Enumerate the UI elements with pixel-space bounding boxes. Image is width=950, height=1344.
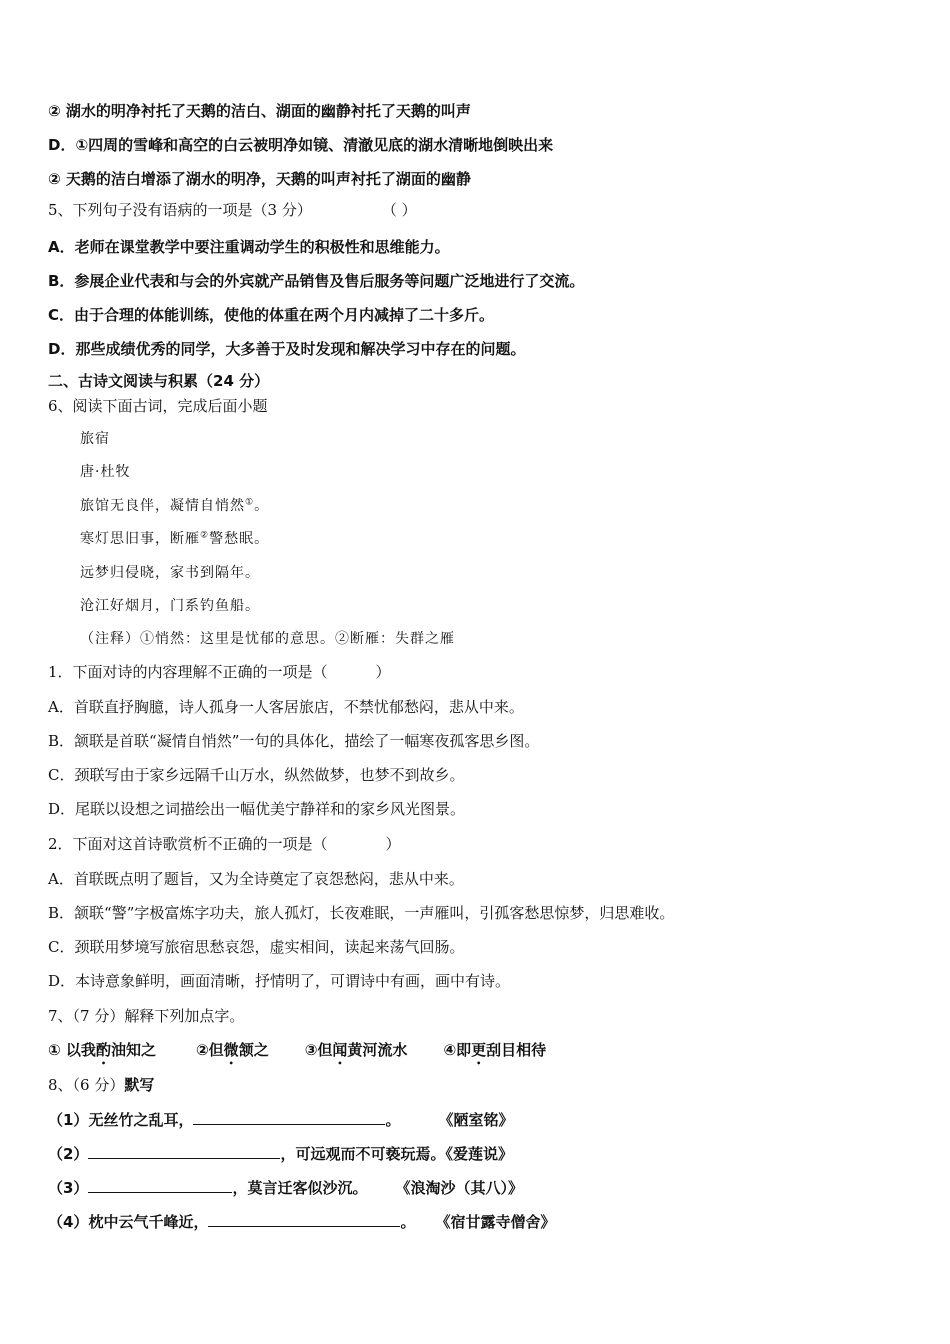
footnote-marker-1: ① bbox=[245, 497, 255, 508]
sub1-option-a: A．首联直抒胸臆，诗人孤身一人客居旅店，不禁忧郁愁闷，悲从中来。 bbox=[48, 698, 524, 716]
poem-line-1 bbox=[80, 496, 269, 516]
poem-title: 旅宿 bbox=[80, 431, 110, 447]
q5-stem bbox=[48, 200, 417, 220]
poem-line-3: 远梦归侵晓，家书到隔年。 bbox=[80, 565, 260, 581]
poem-line-2 bbox=[80, 529, 269, 549]
q8-line-3-num: （3） bbox=[48, 1179, 89, 1197]
q8-stem-bold: 默写 bbox=[124, 1076, 155, 1094]
sub2-option-d: D．本诗意象鲜明，画面清晰，抒情明了，可谓诗中有画，画中有诗。 bbox=[48, 972, 511, 990]
footnote-marker-2: ② bbox=[200, 530, 210, 541]
q7-item-4-post: 刮目相待 bbox=[486, 1041, 547, 1059]
q7-item-2 bbox=[196, 1041, 269, 1059]
q8-line-1-num: （1） bbox=[48, 1111, 89, 1129]
poem-line-2-text-a: 寒灯思旧事，断雁 bbox=[80, 531, 200, 547]
sub1-option-d: D．尾联以设想之词描绘出一幅优美宁静祥和的家乡风光图景。 bbox=[48, 800, 466, 818]
q8-line-4-num: （4） bbox=[48, 1213, 89, 1231]
sub1-stem-text: 1．下面对诗的内容理解不正确的一项是（ bbox=[48, 663, 328, 681]
q7-item-2-post: 颔之 bbox=[238, 1041, 269, 1059]
sub1-option-c: C．颈联写由于家乡远隔千山万水，纵然做梦，也梦不到故乡。 bbox=[48, 766, 465, 784]
option-d-line1: D．①四周的雪峰和高空的白云被明净如镜、清澈见底的湖水清晰地倒映出来 bbox=[48, 136, 554, 154]
q7-item-4-dotted: 更 bbox=[471, 1041, 487, 1059]
q8-line-1 bbox=[48, 1109, 513, 1130]
sub2-option-b: B．颔联“警”字极富炼字功夫，旅人孤灯，长夜难眠，一声雁叫，引孤客愁思惊梦，归思难收。 bbox=[48, 904, 675, 922]
sub1-stem bbox=[48, 662, 391, 682]
sub2-option-a: A．首联既点明了题旨，又为全诗奠定了哀怨愁闷，悲从中来。 bbox=[48, 870, 464, 888]
q8-line-1-source: 《陋室铭》 bbox=[438, 1111, 514, 1129]
q8-line-4-source: 《宿甘露寺僧舍》 bbox=[435, 1213, 556, 1231]
option-c-line2: ② 湖水的明净衬托了天鹅的洁白、湖面的幽静衬托了天鹅的叫声 bbox=[48, 102, 471, 120]
q5-option-b: B．参展企业代表和与会的外宾就产品销售及售后服务等问题广泛地进行了交流。 bbox=[48, 272, 585, 290]
section2-heading: 二、古诗文阅读与积累（24 分） bbox=[48, 372, 270, 390]
q5-stem-text: 5、下列句子没有语病的一项是（3 分） bbox=[48, 201, 312, 219]
q5-option-c: C．由于合理的体能训练，使他的体重在两个月内减掉了二十多斤。 bbox=[48, 306, 495, 324]
q7-item-2-pre: ②但 bbox=[195, 1041, 224, 1059]
q5-option-a: A．老师在课堂教学中要注重调动学生的积极性和思维能力。 bbox=[48, 238, 450, 256]
sub2-option-c: C．颈联用梦境写旅宿思愁哀怨，虚实相间，读起来荡气回肠。 bbox=[48, 938, 465, 956]
q8-line-2 bbox=[48, 1143, 513, 1164]
sub2-stem bbox=[48, 834, 401, 854]
q8-line-2-num: （2） bbox=[48, 1145, 89, 1163]
q8-line-4-end: 。 bbox=[400, 1213, 416, 1231]
q7-item-4-pre: ④即 bbox=[443, 1041, 472, 1059]
q6-stem: 6、阅读下面古词，完成后面小题 bbox=[48, 397, 268, 415]
q8-stem bbox=[48, 1075, 154, 1095]
sub2-stem-close: ） bbox=[385, 835, 401, 853]
q8-line-4-text: 枕中云气千峰近， bbox=[88, 1213, 209, 1231]
q7-item-1-post: 油知之 bbox=[110, 1041, 156, 1059]
q7-item-4 bbox=[443, 1041, 546, 1059]
q7-item-3-dotted: 闻 bbox=[332, 1041, 348, 1059]
q8-line-2-source: 《爱莲说》 bbox=[445, 1145, 513, 1163]
q7-item-1 bbox=[48, 1041, 156, 1059]
sub2-stem-text: 2．下面对这首诗歌赏析不正确的一项是（ bbox=[48, 835, 328, 853]
q7-item-2-dotted: 微 bbox=[223, 1041, 239, 1059]
q7-item-1-pre: ① 以我 bbox=[48, 1041, 96, 1059]
fill-blank-1[interactable] bbox=[193, 1109, 385, 1125]
fill-blank-4[interactable] bbox=[208, 1211, 400, 1227]
q7-item-1-dotted: 酌 bbox=[95, 1041, 111, 1059]
q8-line-3-text: ，莫言迁客似沙沉。 bbox=[232, 1179, 368, 1197]
q7-item-3-pre: ③但 bbox=[304, 1041, 333, 1059]
poem-author: 唐·杜牧 bbox=[80, 464, 131, 480]
q8-line-3 bbox=[48, 1177, 523, 1198]
q8-line-1-text: 无丝竹之乱耳， bbox=[88, 1111, 194, 1129]
q7-item-3-post: 黄河流水 bbox=[347, 1041, 408, 1059]
q7-stem: 7、（7 分）解释下列加点字。 bbox=[48, 1007, 245, 1025]
poem-line-4: 沧江好烟月，门系钓鱼船。 bbox=[80, 598, 260, 614]
q5-answer-bracket: （ ） bbox=[381, 201, 417, 219]
poem-line-1-text: 旅馆无良伴，凝情自悄然 bbox=[80, 498, 245, 514]
sub1-option-b: B．颔联是首联“凝情自悄然”一句的具体化，描绘了一幅寒夜孤客思乡图。 bbox=[48, 732, 540, 750]
q7-item-3 bbox=[305, 1041, 408, 1059]
fill-blank-2[interactable] bbox=[88, 1143, 280, 1159]
q5-option-d: D．那些成绩优秀的同学，大多善于及时发现和解决学习中存在的问题。 bbox=[48, 340, 526, 358]
q8-line-3-source: 《浪淘沙（其八）》 bbox=[395, 1179, 523, 1197]
q7-items bbox=[48, 1040, 546, 1068]
q8-line-4 bbox=[48, 1211, 555, 1232]
poem-note: （注释）①悄然：这里是忧郁的意思。②断雁：失群之雁 bbox=[80, 631, 455, 647]
option-d-line2: ② 天鹅的洁白增添了湖水的明净，天鹅的叫声衬托了湖面的幽静 bbox=[48, 170, 471, 188]
sub1-stem-close: ） bbox=[375, 663, 391, 681]
q8-line-2-text: ，可远观而不可亵玩焉。 bbox=[280, 1145, 446, 1163]
poem-line-2-text-b: 警愁眠。 bbox=[209, 531, 270, 547]
fill-blank-3[interactable] bbox=[88, 1177, 232, 1193]
q8-stem-pre: 8、（6 分） bbox=[48, 1076, 125, 1094]
q8-line-1-end: 。 bbox=[385, 1111, 401, 1129]
poem-line-1-end: 。 bbox=[254, 498, 270, 514]
